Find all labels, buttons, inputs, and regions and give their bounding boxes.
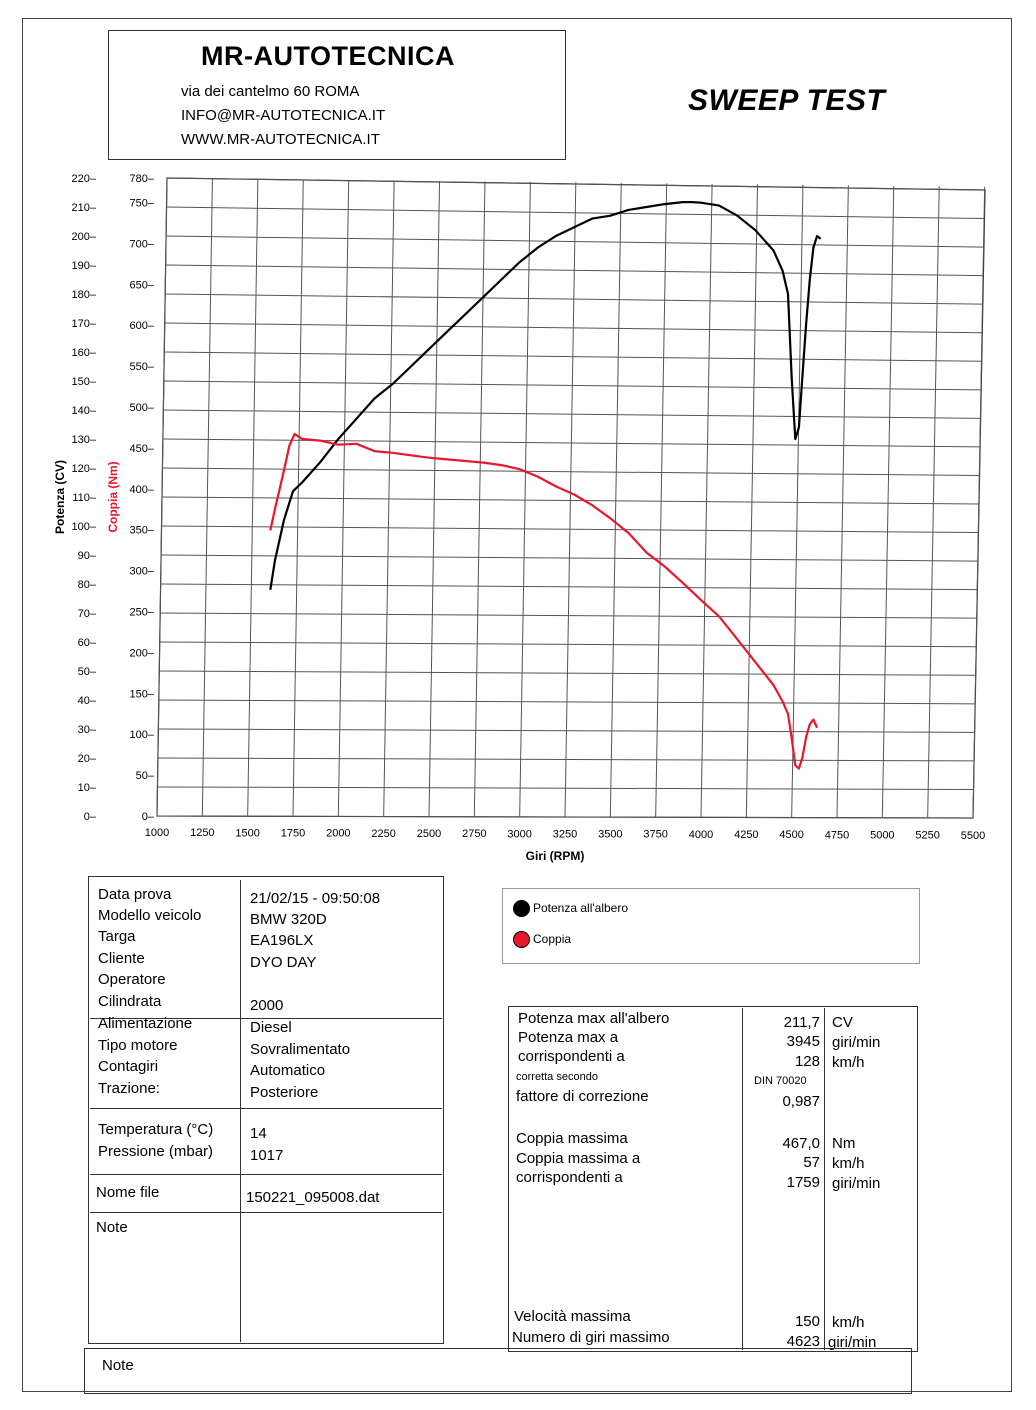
torque-tick-label-5: 250– [129, 606, 154, 619]
power-axis-label: Potenza (CV) [53, 459, 67, 535]
x-tick-label-13: 4250 [734, 829, 759, 842]
info-row-4-label: Operatore [98, 971, 166, 988]
cmax-speed: 57 [803, 1154, 820, 1171]
footer-note-box [84, 1348, 912, 1394]
power-tick-label-11: 110– [72, 492, 96, 504]
pmax-value: 211,7 [783, 1014, 820, 1031]
power-tick-label-22: 220– [71, 173, 96, 185]
torque-tick-label-2: 100– [129, 729, 154, 742]
info-row-6-value: Diesel [250, 1019, 292, 1036]
rpmmax-unit: giri/min [828, 1334, 877, 1351]
info-row-5-label: Cilindrata [98, 993, 162, 1010]
x-tick-label-17: 5250 [915, 829, 940, 842]
rpmmax-label: Numero di giri massimo [512, 1329, 670, 1346]
power-tick-label-13: 130– [71, 434, 96, 446]
fattore-label: fattore di correzione [516, 1088, 649, 1105]
power-tick-label-6: 60– [77, 637, 96, 649]
power-tick-label-0: 0– [83, 811, 96, 823]
x-tick-label-11: 3750 [643, 828, 668, 841]
torque-tick-label-13: 650– [129, 279, 154, 292]
pmax-label: Potenza max all'albero [518, 1010, 670, 1027]
company-email: INFO@MR-AUTOTECNICA.IT [181, 107, 386, 124]
torque-tick-label-12: 600– [129, 320, 154, 333]
info-sep-2 [90, 1108, 442, 1109]
vmax-label: Velocità massima [514, 1308, 631, 1325]
power-tick-label-4: 40– [77, 695, 96, 707]
info-row-8-value: Automatico [250, 1062, 326, 1079]
info-row-9-label: Trazione: [98, 1080, 160, 1097]
x-tick-label-15: 4750 [824, 829, 850, 842]
info-row-3-value: DYO DAY [250, 954, 317, 971]
company-website: WWW.MR-AUTOTECNICA.IT [181, 131, 380, 148]
power-tick-label-3: 30– [77, 724, 96, 736]
info-row-5-value: 2000 [250, 997, 284, 1014]
power-tick-label-19: 190– [71, 260, 96, 272]
x-tick-label-12: 4000 [688, 828, 714, 841]
power-legend-label: Potenza all'albero [533, 901, 629, 915]
power-tick-label-7: 70– [77, 608, 96, 620]
torque-tick-label-16: 780– [129, 173, 154, 185]
x-tick-label-7: 2750 [462, 828, 487, 841]
pmax-unit: CV [832, 1014, 853, 1031]
x-tick-label-10: 3500 [598, 828, 623, 841]
info-row-0-label: Data prova [98, 886, 172, 903]
chart-legend [502, 888, 920, 964]
power-tick-label-10: 100– [71, 521, 96, 533]
x-tick-label-8: 3000 [507, 828, 532, 841]
torque-legend-dot-icon [513, 931, 530, 948]
info-row-11-value: 1017 [250, 1147, 284, 1164]
x-tick-label-6: 2500 [416, 827, 442, 840]
footer-note-label: Note [102, 1357, 134, 1374]
nome-file-label: Nome file [96, 1184, 160, 1201]
torque-tick-label-4: 200– [129, 647, 154, 660]
power-tick-label-5: 50– [77, 666, 96, 678]
info-row-1-value: BMW 320D [250, 911, 327, 928]
info-row-7-value: Sovralimentato [250, 1041, 351, 1058]
torque-tick-label-7: 350– [129, 524, 154, 537]
power-tick-label-16: 160– [71, 347, 96, 359]
torque-tick-label-10: 500– [129, 402, 154, 415]
rpmmax-value: 4623 [786, 1333, 820, 1350]
info-row-2-value: EA196LX [250, 932, 314, 949]
company-name: MR-AUTOTECNICA [201, 41, 455, 71]
cmax-label: Coppia massima [516, 1130, 628, 1147]
test-title: SWEEP TEST [688, 84, 886, 117]
power-tick-label-2: 20– [77, 753, 96, 765]
power-tick-label-8: 80– [77, 579, 96, 591]
info-row-10-label: Temperatura (°C) [98, 1121, 214, 1138]
cmax-corr-label: corrispondenti a [516, 1169, 623, 1186]
company-address: via dei cantelmo 60 ROMA [181, 83, 360, 100]
power-tick-label-14: 140– [71, 405, 96, 417]
torque-tick-label-15: 750– [129, 197, 154, 210]
info-row-7-label: Tipo motore [98, 1037, 178, 1054]
results-divider-2 [824, 1008, 825, 1350]
torque-legend-label: Coppia [533, 932, 572, 946]
torque-tick-label-8: 400– [129, 483, 154, 496]
x-axis-label: Giri (RPM) [525, 849, 585, 863]
x-tick-label-14: 4500 [779, 829, 804, 842]
x-tick-label-0: 1000 [144, 827, 170, 839]
pmax-speed-unit: km/h [832, 1054, 865, 1071]
power-tick-label-12: 120– [71, 463, 96, 475]
x-tick-label-16: 5000 [870, 829, 895, 842]
din-label: DIN 70020 [754, 1075, 807, 1087]
torque-tick-label-3: 150– [129, 688, 154, 701]
nome-file-value: 150221_095008.dat [246, 1189, 380, 1206]
pmax-at-rpm-unit: giri/min [832, 1034, 881, 1051]
x-tick-label-9: 3250 [552, 828, 578, 841]
pmax-at-rpm: 3945 [786, 1033, 820, 1050]
x-tick-label-5: 2250 [371, 827, 396, 840]
torque-tick-label-9: 450– [129, 442, 154, 455]
torque-tick-label-0: 0– [141, 811, 154, 823]
info-row-0-value: 21/02/15 - 09:50:08 [250, 890, 381, 907]
info-row-11-label: Pressione (mbar) [98, 1143, 214, 1160]
cmax-speed-unit: km/h [832, 1155, 865, 1172]
info-row-2-label: Targa [98, 928, 136, 945]
power-tick-label-15: 150– [71, 376, 96, 388]
pmax-corr-label: corrispondenti a [518, 1048, 625, 1065]
corretta-label: corretta secondo [516, 1071, 598, 1083]
torque-axis-label: Coppia (Nm) [106, 461, 120, 533]
info-row-3-label: Cliente [98, 950, 145, 967]
info-row-6-label: Alimentazione [98, 1015, 193, 1032]
pmax-speed: 128 [794, 1053, 820, 1070]
cmax-value: 467,0 [782, 1135, 820, 1152]
info-row-9-value: Posteriore [250, 1084, 319, 1101]
x-tick-label-18: 5500 [960, 829, 986, 842]
pmax-at-label: Potenza max a [518, 1029, 619, 1046]
results-divider-1 [742, 1008, 743, 1350]
vmax-value: 150 [794, 1313, 820, 1330]
cmax-rpm: 1759 [786, 1174, 820, 1191]
power-tick-label-21: 210– [71, 202, 96, 214]
cmax-unit: Nm [832, 1135, 856, 1152]
info-table-divider [240, 880, 241, 1342]
x-tick-label-4: 2000 [326, 827, 351, 840]
cmax-at-label: Coppia massima a [516, 1150, 641, 1167]
x-tick-label-2: 1500 [235, 827, 260, 840]
info-note-label: Note [96, 1219, 128, 1236]
power-tick-label-1: 10– [77, 782, 96, 794]
info-row-1-label: Modello veicolo [98, 907, 202, 924]
torque-tick-label-11: 550– [129, 361, 154, 374]
power-tick-label-9: 90– [77, 550, 96, 562]
torque-tick-label-14: 700– [129, 238, 154, 251]
torque-tick-label-6: 300– [129, 565, 154, 578]
x-tick-label-3: 1750 [280, 827, 306, 840]
info-sep-3 [90, 1174, 442, 1175]
cmax-rpm-unit: giri/min [832, 1175, 881, 1192]
info-sep-4 [90, 1212, 442, 1213]
power-tick-label-17: 170– [71, 318, 96, 330]
torque-tick-label-1: 50– [135, 770, 154, 783]
vmax-unit: km/h [832, 1314, 865, 1331]
info-row-10-value: 14 [250, 1125, 267, 1142]
info-row-8-label: Contagiri [98, 1058, 159, 1075]
power-tick-label-18: 180– [71, 289, 96, 301]
fattore-value: 0,987 [782, 1093, 820, 1110]
x-tick-label-1: 1250 [190, 827, 215, 840]
power-tick-label-20: 200– [71, 231, 96, 243]
power-legend-dot-icon [513, 900, 530, 917]
